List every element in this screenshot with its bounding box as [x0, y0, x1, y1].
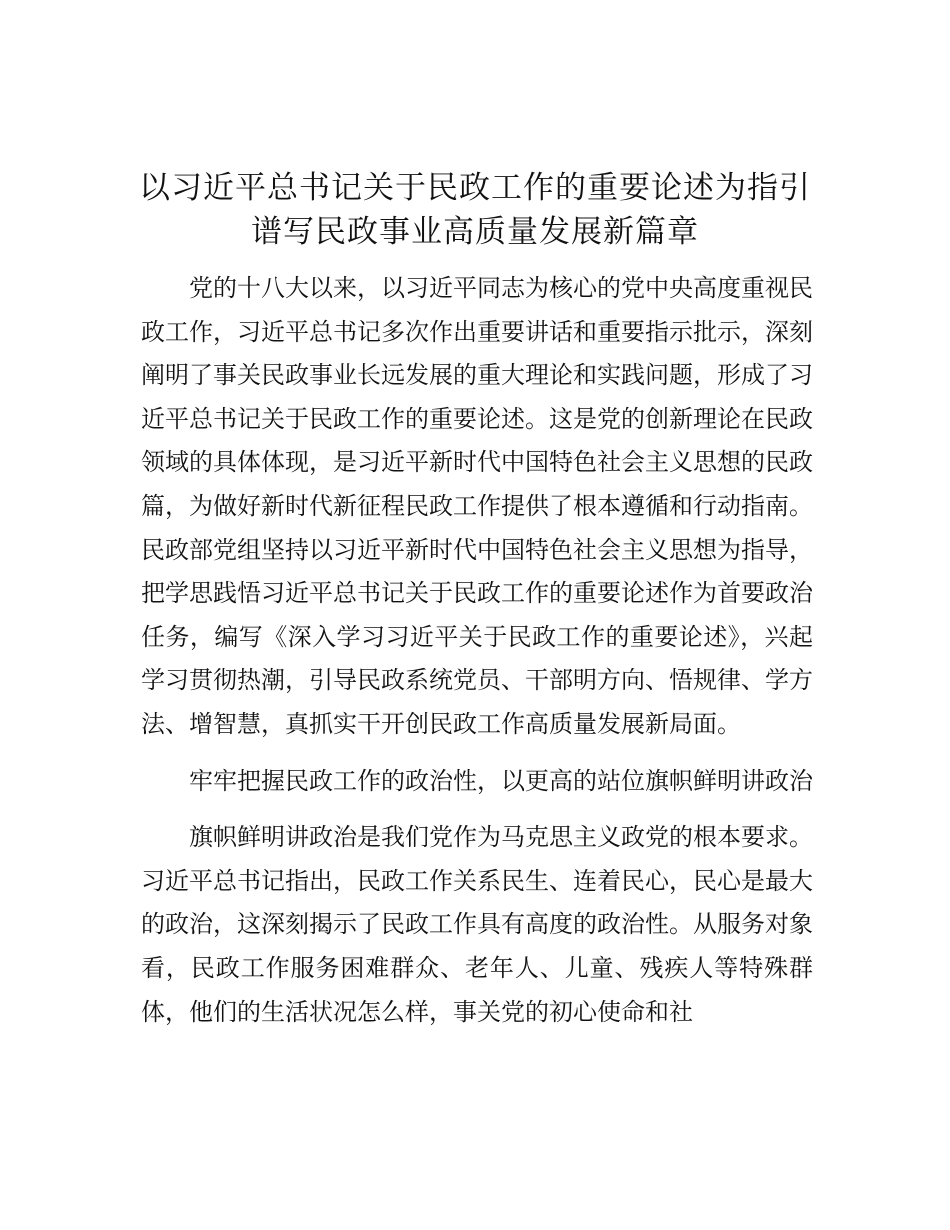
section-heading: 牢牢把握民政工作的政治性，以更高的站位旗帜鲜明讲政治: [189, 766, 813, 795]
paragraph-intro: 党的十八大以来，以习近平同志为核心的党中央高度重视民政工作，习近平总书记多次作出重要讲话和重要指示批示，深刻阐明了事关民政事业长远发展的重大理论和实践问题，形成了习近平总书记关于民政工作的重要论述。这是党的创新理论在民政领域的具体体现，是习近平新时代中国特色社会主义思想的民政篇，为做好新时代新征程民政工作提供了根本遵循和行动指南。民政部党组坚持以习近平新时代中国特色社会主义思想为指导，把学思践悟习近平总书记关于民政工作的重要论述作为首要政治任务，编写《深入学习习近平关于民政工作的重要论述》，兴起学习贯彻热潮，引导民政系统党员、干部明方向、悟规律、学方法、增智慧，真抓实干开创民政工作高质量发展新局面。: [141, 274, 813, 738]
document-body: [141, 267, 813, 1047]
document-title: 以习近平总书记关于民政工作的重要论述为指引谱写民政事业高质量发展新篇章: [139, 170, 811, 250]
paragraph-politics: 旗帜鲜明讲政治是我们党作为马克思主义政党的根本要求。习近平总书记指出，民政工作关系民生、连着民心，民心是最大的政治，这深刻揭示了民政工作具有高度的政治性。从服务对象看，民政工作服务困难群众、老年人、儿童、残疾人等特殊群体，他们的生活状况怎么样，事关党的初心使命和社: [141, 823, 813, 1026]
